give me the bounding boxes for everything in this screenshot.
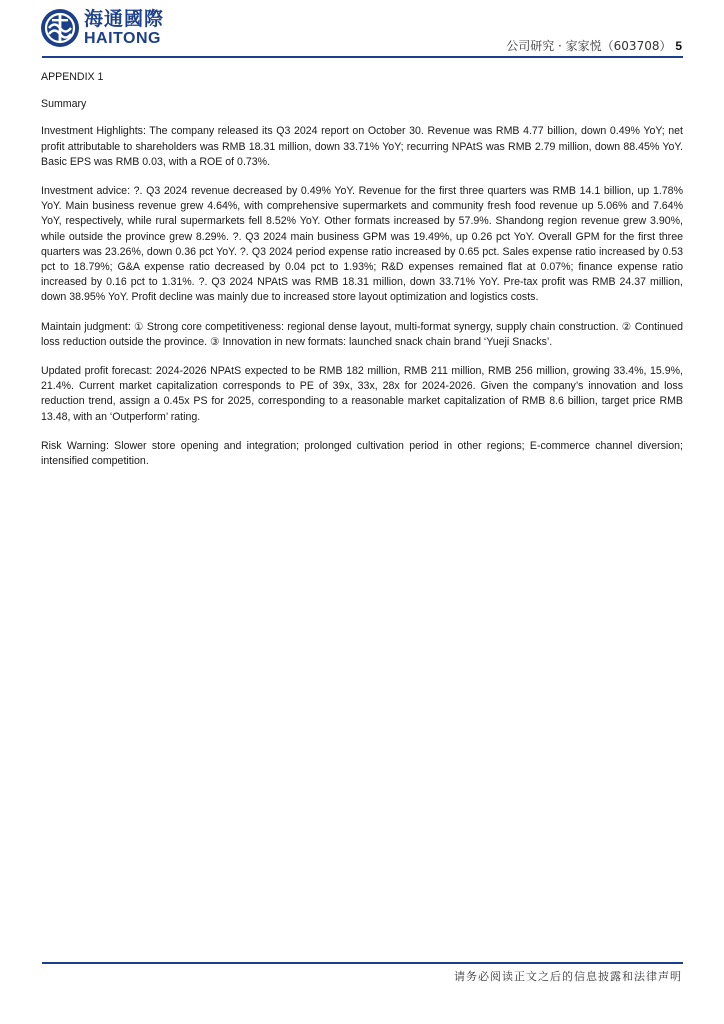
summary-heading: Summary	[41, 98, 87, 111]
paragraph-investment-advice: Investment advice: ?. Q3 2024 revenue decreased by 0.49% YoY. Revenue for the first three quarters was RMB 14.1 billion, up 1.78% YoY. Main business revenue grew 4.64%, with comprehensive supermarkets and community fresh food revenue up 5.06% and 7.64% YoY, respectively, while rural supermarkets fell 8.52% YoY. Other formats increased by 57.9%. Shandong region revenue grew 3.90%, while outside the province grew 8.29%. ?. Q3 2024 main business GPM was 19.49%, up 0.26 pct YoY. Overall GPM for the first three quarters was 23.26%, down 0.36 pct YoY. ?. Q3 2024 period expense ratio increased by 0.65 pct. Sales expense ratio increased by 0.53 pct to 18.79%; G&A expense ratio decreased by 0.04 pct to 1.93%; R&D expenses remained flat at 0.07%; finance expense ratio increased by 0.16 pct to 1.31%. ?. Q3 2024 NPAtS was RMB 18.31 million, down 33.71% YoY. Pre-tax profit was RMB 24.37 million, down 38.95% YoY. Profit decline was mainly due to increased store layout optimization and logistics costs.	[41, 185, 683, 304]
footer-divider	[42, 962, 683, 964]
paragraph-maintain-judgment: Maintain judgment: ① Strong core competitiveness: regional dense layout, multi-format synergy, supply chain construction. ② Continued loss reduction outside the province. ③ Innovation in new formats: launched snack chain brand ‘Yueji Snacks’.	[41, 320, 683, 348]
paragraph-investment-highlights: Investment Highlights: The company released its Q3 2024 report on October 30. Revenue was RMB 4.77 billion, down 0.49% YoY; net profit attributable to shareholders was RMB 18.31 million, down 33.71% YoY; recurring NPAtS was RMB 2.79 million, down 88.45% YoY. Basic EPS was RMB 0.03, with a ROE of 0.73%.	[41, 125, 683, 168]
report-body	[41, 70, 683, 483]
page-number: 5	[675, 39, 682, 53]
appendix-heading: APPENDIX 1	[41, 71, 104, 83]
paragraph-risk-warning: Risk Warning: Slower store opening and integration; prolonged cultivation period in other regions; E-commerce channel diversion; intensified competition.	[41, 439, 683, 468]
paragraph-profit-forecast: Updated profit forecast: 2024-2026 NPAtS expected to be RMB 182 million, RMB 211 million, RMB 256 million, growing 33.4%, 15.9%, 21.4%. Current market capitalization corresponds to PE of 39x, 33x, 28x for 2024-2026. Given the company’s innovation and loss reduction trend, assign a 0.45x PS for 2025, corresponding to a reasonable market capitalization of RMB 8.6 billion, target price RMB 13.48, with an ‘Outperform’ rating.	[41, 365, 683, 423]
report-header-label	[506, 37, 682, 54]
footer-disclaimer: 请务必阅读正文之后的信息披露和法律声明	[454, 970, 682, 983]
haitong-logo-icon	[40, 8, 80, 48]
report-label: 公司研究 · 家家悦（603708）	[506, 39, 672, 53]
header-divider	[42, 56, 683, 58]
logo-english-text: HAITONG	[84, 29, 161, 47]
haitong-logo	[40, 8, 164, 48]
logo-chinese-text: 海通國際	[84, 7, 165, 30]
page-header	[0, 0, 724, 60]
